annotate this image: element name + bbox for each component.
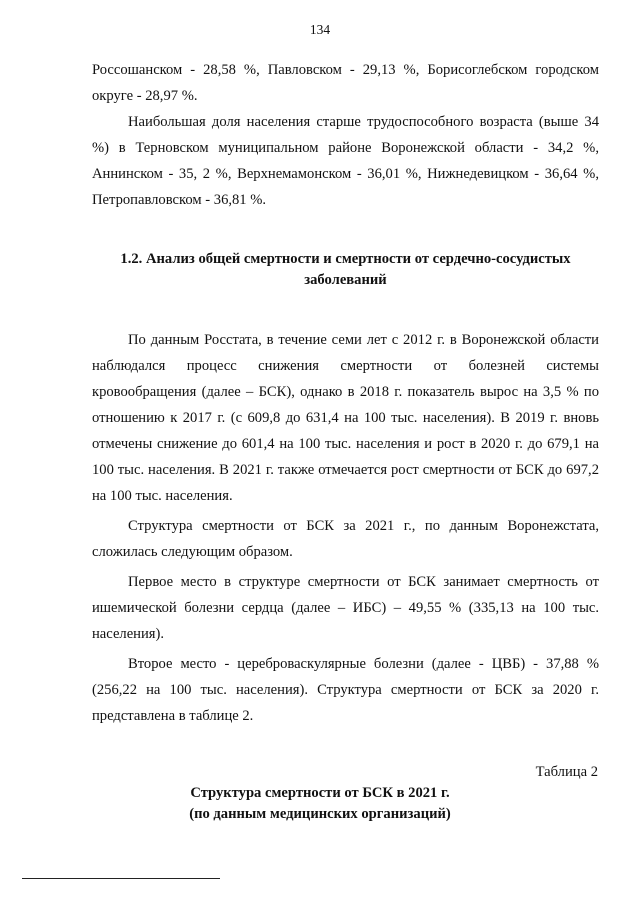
paragraph-continuation: Россошанском - 28,58 %, Павловском - 29,13 %, Борисоглебском городском округе - 28,97 %. <box>92 62 599 104</box>
table-title-line1: Структура смертности от БСК в 2021 г. <box>190 785 450 801</box>
page-content <box>92 57 599 729</box>
table-title-line2: (по данным медицинских организаций) <box>189 806 451 822</box>
footnote-divider <box>22 878 220 879</box>
paragraph-mortality-dynamics: По данным Росстата, в течение семи лет с 2012 г. в Воронежской области наблюдался процесс снижения смертности от болезней системы кровообращения (далее – БСК), однако в 2018 г. показатель вырос на 3,5 % по отношению к 2017 г. (с 609,8 до 631,4 на 100 тыс. населения). В 2019 г. вновь отмечены снижение до 601,4 на 100 тыс. населения и рост в 2020 г. до 679,1 на 100 тыс. населения. В 2021 г. также отмечается рост смертности от БСК до 697,2 на 100 тыс. населения. <box>92 332 599 504</box>
paragraph-second-place-cvd: Второе место - цереброваскулярные болезни (далее - ЦВБ) - 37,88 % (256,22 на 100 тыс. населения). Структура смертности от БСК за 2020 г. представлена в таблице 2. <box>92 656 599 724</box>
table-number-label: Таблица 2 <box>535 764 598 780</box>
section-heading-line1: 1.2. Анализ общей смертности и смертности от сердечно-сосудистых <box>120 251 571 267</box>
paragraph-structure-intro: Структура смертности от БСК за 2021 г., по данным Воронежстата, сложилась следующим образом. <box>92 518 599 560</box>
table-title <box>0 783 640 825</box>
section-heading <box>92 249 599 291</box>
paragraph-elderly-population: Наибольшая доля населения старше трудоспособного возраста (выше 34 %) в Терновском муниципальном районе Воронежской области - 34,2 %, Аннинском - 35, 2 %, Верхнемамонском - 36,01 %, Нижнедевицком - 36,64 %, Петропавловском - 36,81 %. <box>92 114 599 208</box>
page-number: 134 <box>309 22 331 37</box>
section-heading-line2: заболеваний <box>304 272 387 288</box>
paragraph-first-place-ihd: Первое место в структуре смертности от БСК занимает смертность от ишемической болезни сердца (далее – ИБС) – 49,55 % (335,13 на 100 тыс. населения). <box>92 574 599 642</box>
